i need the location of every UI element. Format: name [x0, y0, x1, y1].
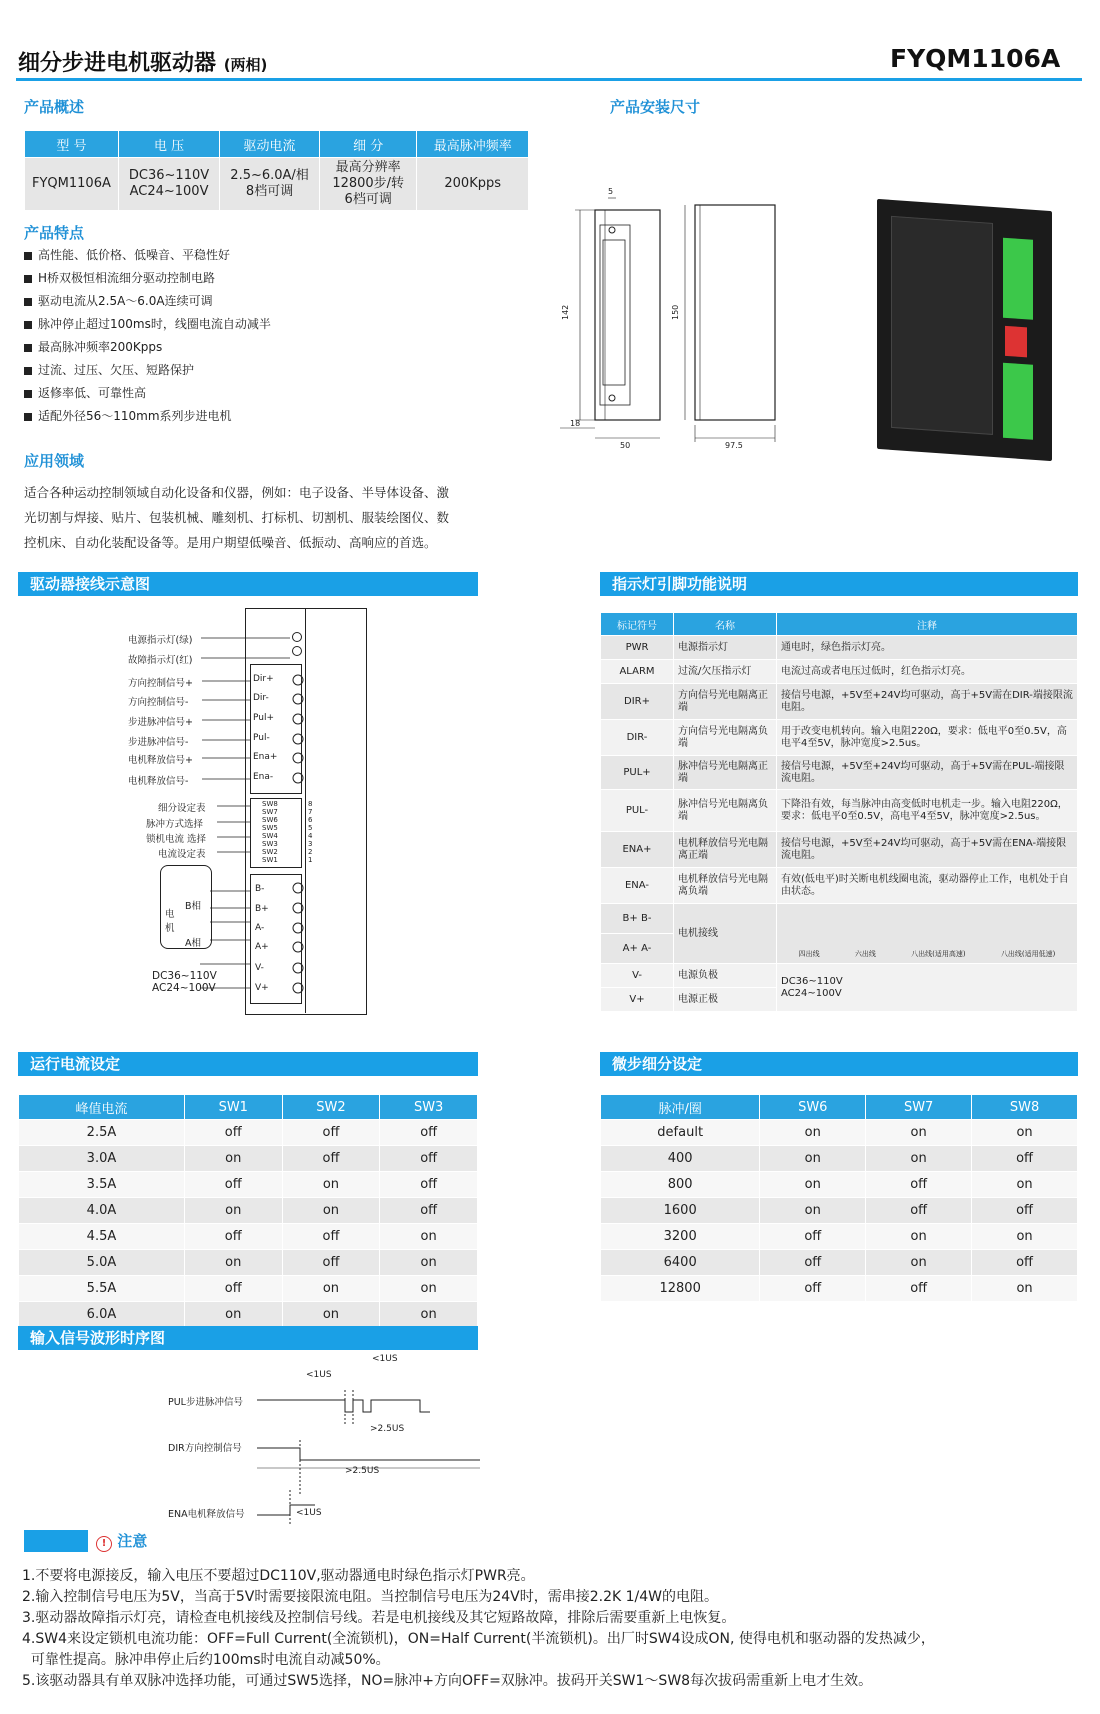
cell: on — [184, 1250, 282, 1276]
cell: off — [282, 1224, 380, 1250]
switch-label: SW7 — [262, 808, 278, 816]
note-item: 1.不要将电源接反，输入电压不要超过DC110V,驱动器通电时绿色指示灯PWR亮。 — [22, 1568, 535, 1584]
terminal-label: Ena+ — [253, 752, 278, 762]
cell: on — [380, 1224, 478, 1250]
header-rule — [16, 78, 1082, 81]
cell: FYQM1106A — [25, 158, 119, 211]
terminal-label: B+ — [255, 904, 269, 914]
indicator-table — [600, 612, 1078, 1012]
notes-heading: ! 注意 — [96, 1530, 147, 1552]
terminal-label: Dir+ — [253, 674, 274, 684]
cell: 脉冲信号光电隔离负端 — [674, 790, 777, 832]
timing-waveform — [255, 1350, 485, 1530]
terminal-label: V- — [255, 963, 264, 973]
cell: 5.5A — [19, 1276, 185, 1302]
wiring-label: 步进脉冲信号- — [128, 737, 189, 748]
timing-mark: >2.5US — [345, 1466, 380, 1476]
cell: on — [972, 1120, 1078, 1146]
cell: off — [380, 1172, 478, 1198]
motor-type-8wire-low: 八出线(适用低速) — [1000, 949, 1056, 958]
cell: 通电时，绿色指示灯亮。 — [777, 636, 1078, 660]
title-text: 细分步进电机驱动器 — [18, 51, 217, 76]
cell: 2.5~6.0A/相 8档可调 — [220, 158, 320, 211]
list-item: 驱动电流从2.5A～6.0A连续可调 — [24, 290, 271, 313]
cell: 过流/欠压指示灯 — [674, 660, 777, 684]
cell: off — [184, 1224, 282, 1250]
subtitle-text: (两相) — [223, 56, 268, 74]
cell: on — [760, 1172, 866, 1198]
features-title: 产品特点 — [24, 224, 85, 242]
switch-num: 3 — [308, 840, 313, 848]
cell: on — [184, 1302, 282, 1328]
cell: on — [866, 1250, 972, 1276]
terminal-label: B- — [255, 884, 265, 894]
cell: PUL+ — [601, 756, 674, 790]
wiring-label: 电机释放信号+ — [128, 755, 193, 766]
list-item: 最高脉冲频率200Kpps — [24, 336, 271, 359]
power-label: DC36~110V — [152, 970, 217, 982]
cell: on — [972, 1276, 1078, 1302]
cell: on — [866, 1120, 972, 1146]
motor-type-4wire: 四出线 — [798, 949, 820, 958]
list-item: 适配外径56～110mm系列步进电机 — [24, 405, 271, 428]
cell: 接信号电源，+5V至+24V均可驱动，高于+5V需在DIR-端接限流电阻。 — [777, 684, 1078, 720]
motor-label: 电机 — [165, 909, 175, 934]
cell: on — [282, 1302, 380, 1328]
notes-list — [22, 1566, 935, 1692]
cell: ENA+ — [601, 832, 674, 868]
switch-num: 1 — [308, 856, 313, 864]
list-item: 脉冲停止超过100ms时，线圈电流自动减半 — [24, 313, 271, 336]
cell: 200Kpps — [417, 158, 529, 211]
cell: on — [380, 1250, 478, 1276]
timing-mark: <1US — [296, 1508, 322, 1518]
cell: on — [866, 1146, 972, 1172]
terminal-label: Pul- — [253, 733, 270, 743]
dim-label: 97.5 — [725, 441, 743, 450]
cell: A+ A- — [601, 934, 674, 964]
cell: on — [184, 1198, 282, 1224]
dim-label: 142 — [561, 304, 570, 320]
terminal-label: A- — [255, 923, 265, 933]
cell: 电源正极 — [674, 988, 777, 1012]
note-item: 4.SW4来设定锁机电流功能：OFF=Full Current(全流锁机)，ON=Half Current(半流锁机)。出厂时SW4设成ON, 使得电机和驱动器的发热减少， — [22, 1631, 935, 1647]
cell: ALARM — [601, 660, 674, 684]
application-text: 适合各种运动控制领域自动化设备和仪器，例如：电子设备、半导体设备、激 光切割与焊接、贴片、包装机械、雕刻机、打标机、切割机、服装绘图仪、数 控机床、自动化装配设备等。是用户期望低噪音、低振动、高响应的首选。 — [24, 485, 450, 550]
col-header: 注释 — [777, 613, 1078, 636]
cell: 接信号电源，+5V至+24V均可驱动，高于+5V需在PUL-端接限流电阻。 — [777, 756, 1078, 790]
wiring-label: 电流设定表 — [158, 849, 206, 860]
wiring-label: 电机释放信号- — [128, 776, 189, 787]
motor-wiring-diagrams — [777, 904, 1078, 964]
wiring-label: 电源指示灯(绿) — [128, 635, 193, 646]
overview-table — [24, 130, 529, 211]
cell: DC36~110V AC24~100V — [777, 964, 1078, 1012]
list-item: 高性能、低价格、低噪音、平稳性好 — [24, 244, 271, 267]
wiring-label: 脉冲方式选择 — [146, 819, 204, 830]
motor-type-8wire-high: 八出线(适用高速) — [911, 949, 966, 958]
cell: default — [601, 1120, 760, 1146]
cell: off — [760, 1224, 866, 1250]
cell: 下降沿有效，每当脉冲由高变低时电机走一步。输入电阻220Ω，要求：低电平0至0.5V，高电平4至5V，脉冲宽度>2.5us。 — [777, 790, 1078, 832]
cell: 6400 — [601, 1250, 760, 1276]
current-table — [18, 1094, 478, 1328]
product-label-panel — [891, 216, 993, 435]
wiring-label: 锁机电流 选择 — [146, 834, 207, 845]
wiring-label: 方向控制信号+ — [128, 678, 193, 689]
switch-num: 2 — [308, 848, 313, 856]
cell: off — [760, 1276, 866, 1302]
terminal-label: V+ — [255, 983, 269, 993]
cell: 400 — [601, 1146, 760, 1172]
green-terminal-top — [1003, 238, 1033, 320]
microstep-table — [600, 1094, 1078, 1302]
timing-title-bar: 输入信号波形时序图 — [18, 1326, 478, 1350]
cell: DIR- — [601, 720, 674, 756]
cell: on — [972, 1172, 1078, 1198]
wiring-label: 细分设定表 — [158, 803, 206, 814]
power-label: AC24~100V — [152, 982, 216, 994]
cell: 5.0A — [19, 1250, 185, 1276]
cell: on — [282, 1172, 380, 1198]
cell: on — [760, 1120, 866, 1146]
dim-label: 150 — [671, 304, 680, 320]
cell: 电源负极 — [674, 964, 777, 988]
cell: on — [184, 1146, 282, 1172]
cell: 2.5A — [19, 1120, 185, 1146]
cell: off — [866, 1172, 972, 1198]
dim-label: 5 — [608, 187, 614, 196]
dimension-drawing — [560, 180, 860, 470]
terminal-label: Dir- — [253, 693, 269, 703]
cell: 3200 — [601, 1224, 760, 1250]
cell: off — [380, 1146, 478, 1172]
col-header: SW2 — [282, 1095, 380, 1120]
application-title: 应用领域 — [24, 452, 85, 470]
col-header: 标记符号 — [601, 613, 674, 636]
cell: 1600 — [601, 1198, 760, 1224]
cell: 电机接线 — [674, 904, 777, 964]
col-header: SW8 — [972, 1095, 1078, 1120]
timing-label: PUL步进脉冲信号 — [168, 1397, 243, 1408]
cell: 最高分辨率 12800步/转 6档可调 — [319, 158, 416, 211]
cell: off — [184, 1276, 282, 1302]
wiring-title-bar: 驱动器接线示意图 — [18, 572, 478, 596]
features-list — [24, 244, 271, 428]
model-title: FYQM1106A — [890, 44, 1061, 73]
col-header: 细 分 — [319, 131, 416, 158]
cell: 电机释放信号光电隔离正端 — [674, 832, 777, 868]
cell: 3.5A — [19, 1172, 185, 1198]
cell: 电机释放信号光电隔离负端 — [674, 868, 777, 904]
terminal-screws — [288, 670, 308, 1000]
col-header: SW1 — [184, 1095, 282, 1120]
col-header: 驱动电流 — [220, 131, 320, 158]
cell: off — [380, 1198, 478, 1224]
cell: 电流过高或者电压过低时，红色指示灯亮。 — [777, 660, 1078, 684]
col-header: 型 号 — [25, 131, 119, 158]
switch-label: SW8 — [262, 800, 278, 808]
cell: on — [380, 1276, 478, 1302]
wiring-label: 步进脉冲信号+ — [128, 717, 193, 728]
timing-mark: <1US — [372, 1354, 398, 1364]
switch-label: SW1 — [262, 856, 278, 864]
col-header: 最高脉冲频率 — [417, 131, 529, 158]
cell: 4.5A — [19, 1224, 185, 1250]
col-header: SW6 — [760, 1095, 866, 1120]
cell: off — [282, 1120, 380, 1146]
cell: on — [866, 1224, 972, 1250]
dim-label: 50 — [620, 441, 631, 450]
cell: 12800 — [601, 1276, 760, 1302]
warning-icon: ! — [96, 1536, 112, 1552]
col-header: SW7 — [866, 1095, 972, 1120]
cell: on — [760, 1198, 866, 1224]
cell: 800 — [601, 1172, 760, 1198]
timing-mark: <1US — [306, 1370, 332, 1380]
cell: off — [866, 1276, 972, 1302]
notes-badge — [24, 1530, 88, 1552]
timing-label: ENA电机释放信号 — [168, 1509, 245, 1520]
list-item: 返修率低、可靠性高 — [24, 382, 271, 405]
cell: off — [760, 1250, 866, 1276]
switch-num: 8 — [308, 800, 313, 808]
dim-label: 18 — [570, 419, 581, 428]
note-item: 可靠性提高。脉冲串停止后约100ms时电流自动减50%。 — [22, 1652, 390, 1668]
cell: off — [282, 1250, 380, 1276]
cell: on — [760, 1146, 866, 1172]
phase-b-label: B相 — [185, 901, 202, 912]
cell: 方向信号光电隔离负端 — [674, 720, 777, 756]
indicator-title-bar: 指示灯引脚功能说明 — [600, 572, 1078, 596]
cell: 电源指示灯 — [674, 636, 777, 660]
cell: off — [972, 1198, 1078, 1224]
overview-title: 产品概述 — [24, 98, 85, 116]
cell: off — [866, 1198, 972, 1224]
switch-num: 6 — [308, 816, 313, 824]
switch-label: SW2 — [262, 848, 278, 856]
cell: 方向信号光电隔离正端 — [674, 684, 777, 720]
cell: ENA- — [601, 868, 674, 904]
cell: 用于改变电机转向。输入电阻220Ω，要求：低电平0至0.5V，高电平4至5V，脉冲宽度>2.5us。 — [777, 720, 1078, 756]
cell: 3.0A — [19, 1146, 185, 1172]
cell: DC36~110V AC24~100V — [118, 158, 219, 211]
dip-switch — [1005, 326, 1027, 358]
cell: V- — [601, 964, 674, 988]
switch-label: SW3 — [262, 840, 278, 848]
col-header: 电 压 — [118, 131, 219, 158]
list-item: 过流、过压、欠压、短路保护 — [24, 359, 271, 382]
cell: B+ B- — [601, 904, 674, 934]
col-header: 脉冲/圈 — [601, 1095, 760, 1120]
wiring-label: 故障指示灯(红) — [128, 655, 193, 666]
cell: 有效(低电平)时关断电机线圈电流，驱动器停止工作，电机处于自由状态。 — [777, 868, 1078, 904]
cell: 4.0A — [19, 1198, 185, 1224]
list-item: H桥双极恒相流细分驱动控制电路 — [24, 267, 271, 290]
col-header: 峰值电流 — [19, 1095, 185, 1120]
timing-mark: >2.5US — [370, 1424, 405, 1434]
page-title — [18, 46, 267, 77]
cell: 接信号电源，+5V至+24V均可驱动，高于+5V需在ENA-端接限流电阻。 — [777, 832, 1078, 868]
cell: off — [972, 1146, 1078, 1172]
cell: 6.0A — [19, 1302, 185, 1328]
cell: on — [380, 1302, 478, 1328]
cell: off — [380, 1120, 478, 1146]
note-item: 3.驱动器故障指示灯亮，请检查电机接线及控制信号线。若是电机接线及其它短路故障，排除后需要重新上电恢复。 — [22, 1610, 736, 1626]
cell: PUL- — [601, 790, 674, 832]
terminal-label: Pul+ — [253, 713, 275, 723]
cell: DIR+ — [601, 684, 674, 720]
cell: on — [282, 1276, 380, 1302]
switch-label: SW4 — [262, 832, 278, 840]
switch-label: SW6 — [262, 816, 278, 824]
green-terminal-bottom — [1003, 363, 1033, 440]
col-header: SW3 — [380, 1095, 478, 1120]
note-item: 2.输入控制信号电压为5V，当高于5V时需要接限流电阻。当控制信号电压为24V时，需串接2.2K 1/4W的电阻。 — [22, 1589, 718, 1605]
cell: on — [972, 1224, 1078, 1250]
current-title-bar: 运行电流设定 — [18, 1052, 478, 1076]
switch-num: 5 — [308, 824, 313, 832]
cell: off — [282, 1146, 380, 1172]
install-title: 产品安装尺寸 — [610, 98, 701, 116]
product-image — [877, 199, 1052, 461]
terminal-label: A+ — [255, 942, 269, 952]
switch-num: 7 — [308, 808, 313, 816]
switch-label: SW5 — [262, 824, 278, 832]
terminal-label: Ena- — [253, 772, 274, 782]
cell: V+ — [601, 988, 674, 1012]
note-item: 5.该驱动器具有单双脉冲选择功能，可通过SW5选择，NO=脉冲+方向OFF=双脉冲。拔码开关SW1～SW8每次拔码需重新上电才生效。 — [22, 1673, 873, 1689]
cell: off — [184, 1172, 282, 1198]
col-header: 名称 — [674, 613, 777, 636]
phase-a-label: A相 — [185, 938, 201, 949]
cell: off — [972, 1250, 1078, 1276]
wiring-label: 方向控制信号- — [128, 697, 189, 708]
cell: on — [282, 1198, 380, 1224]
motor-type-6wire: 六出线 — [854, 949, 876, 958]
timing-label: DIR方向控制信号 — [168, 1443, 242, 1454]
cell: off — [184, 1120, 282, 1146]
microstep-title-bar: 微步细分设定 — [600, 1052, 1078, 1076]
switch-num: 4 — [308, 832, 313, 840]
cell: PWR — [601, 636, 674, 660]
cell: 脉冲信号光电隔离正端 — [674, 756, 777, 790]
